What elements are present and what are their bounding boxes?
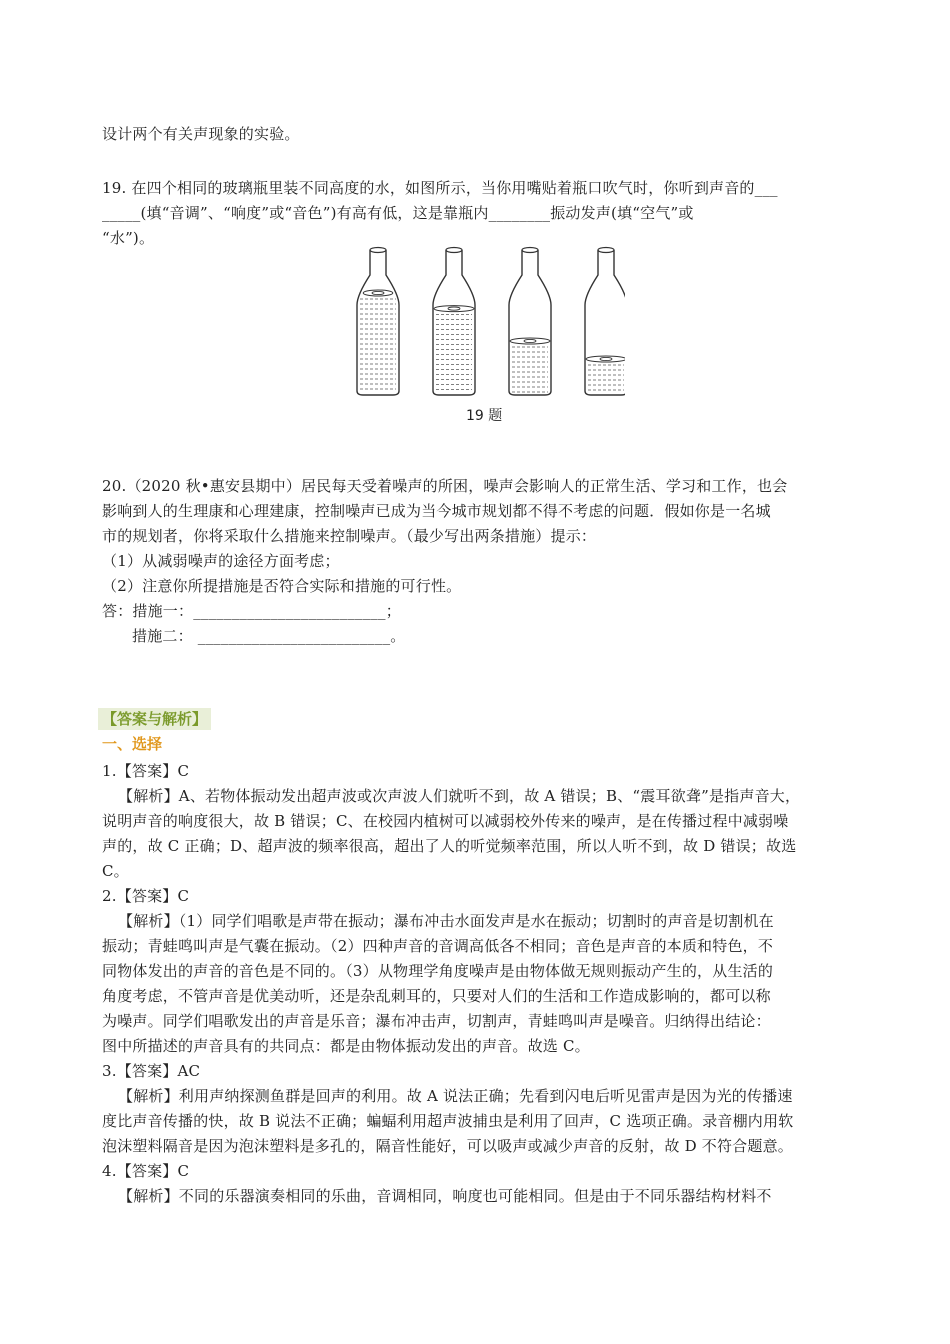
q19-line-1: 19. 在四个相同的玻璃瓶里装不同高度的水，如图所示，当你用嘴贴着瓶口吹气时，你听到声音的___ (102, 179, 778, 197)
answer-line: 同物体发出的声音的音色是不同的。（3）从物理学角度噪声是由物体做无规则振动产生的，从生活的 (102, 962, 774, 980)
bottle (509, 248, 551, 396)
q20-line-2: 影响到人的生理康和心理建康，控制噪声已成为当今城市规划都不得不考虑的问题．假如你是一名城 (102, 502, 771, 520)
answer-line: 【解析】（1）同学们唱歌是声带在振动；瀑布冲击水面发声是水在振动；切割时的声音是切割机在 (118, 912, 774, 930)
answer-line: 1.【答案】C (102, 762, 190, 780)
answer-line: 泡沫塑料隔音是因为泡沫塑料是多孔的，隔音性能好，可以吸声或减少声音的反射，故 D 不符合题意。 (102, 1137, 793, 1155)
answer-line: 图中所描述的声音具有的共同点：都是由物体振动发出的声音。故选 C。 (102, 1037, 590, 1055)
answer-line: 3.【答案】AC (102, 1062, 201, 1080)
answer-line: 为噪声。同学们唱歌发出的声音是乐音；瀑布冲击声，切割声，青蛙鸣叫声是噪音。归纳得出结论： (102, 1012, 771, 1030)
answer-line: 2.【答案】C (102, 887, 190, 905)
answer-line: 【解析】利用声纳探测鱼群是回声的利用。故 A 说法正确；先看到闪电后听见雷声是因为光的传播速 (118, 1087, 793, 1105)
figure-caption: 19 题 (466, 408, 503, 424)
answer-line: C。 (102, 862, 129, 880)
bottle (433, 248, 475, 396)
answers-heading: 【答案与解析】 (98, 708, 211, 730)
answer-line: 声的，故 C 正确；D、超声波的频率很高，超出了人的听觉频率范围，所以人听不到，故 D 错误；故选 (102, 837, 797, 855)
q19-line-2: _____(填“音调”、“响度”或“音色”)有高有低，这是靠瓶内________振动发声(填“空气”或 (102, 204, 694, 222)
q20-hint-1: （1）从减弱噪声的途径方面考虑； (102, 552, 340, 570)
bottle (585, 248, 625, 396)
q19-line-3: “水”)。 (102, 229, 155, 247)
q20-answer-1: 答：措施一：_________________________； (102, 602, 401, 620)
answer-line: 振动；青蛙鸣叫声是气囊在振动。（2）四种声音的音调高低各不相同；音色是声音的本质和特色，不 (102, 937, 774, 955)
bottles-figure (345, 245, 625, 430)
bottle (357, 248, 399, 396)
q20-line-3: 市的规划者，你将采取什么措施来控制噪声。（最少写出两条措施）提示： (102, 527, 597, 545)
q20-answer-2: 措施二： _________________________。 (132, 627, 406, 645)
answer-line: 说明声音的响度很大，故 B 错误；C、在校园内植树可以减弱校外传来的噪声，是在传播过程中减弱噪 (102, 812, 789, 830)
answer-line: 【解析】不同的乐器演奏相同的乐曲，音调相同，响度也可能相同。但是由于不同乐器结构材料不 (118, 1187, 772, 1205)
q20-line-1: 20.（2020 秋•惠安县期中）居民每天受着噪声的所困，噪声会影响人的正常生活、学习和工作，也会 (102, 477, 788, 495)
answer-line: 度比声音传播的快，故 B 说法不正确；蝙蝠利用超声波捕虫是利用了回声，C 选项正确。录音棚内用软 (102, 1112, 794, 1130)
section-choice-title: 一、选择 (102, 735, 163, 753)
answer-line: 角度考虑，不管声音是优美动听，还是杂乱刺耳的，只要对人们的生活和工作造成影响的，都可以称 (102, 987, 771, 1005)
answer-line: 4.【答案】C (102, 1162, 190, 1180)
q20-hint-2: （2）注意你所提措施是否符合实际和措施的可行性。 (102, 577, 462, 595)
answer-line: 【解析】A、若物体振动发出超声波或次声波人们就听不到，故 A 错误；B、“震耳欲聋”是指声音大， (118, 787, 801, 805)
q18-tail-text: 设计两个有关声现象的实验。 (102, 125, 300, 143)
